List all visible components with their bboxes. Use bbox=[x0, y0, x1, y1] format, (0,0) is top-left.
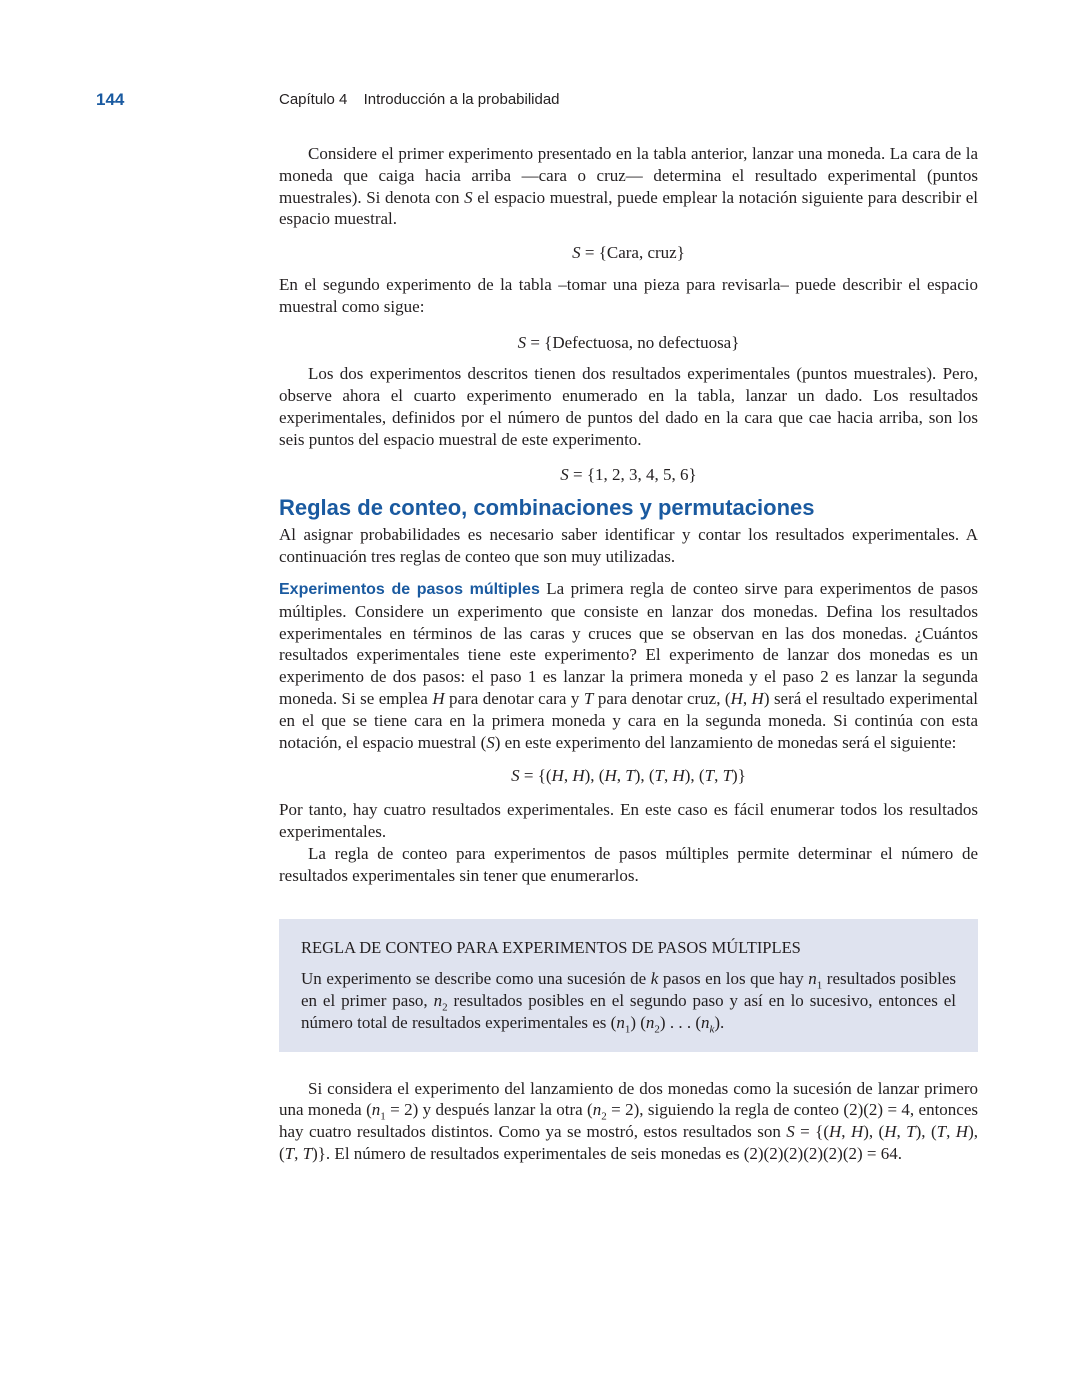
formula-two-coin-space: S = {(H, H), (H, T), (T, H), (T, T)} bbox=[511, 766, 746, 786]
page-number: 144 bbox=[96, 90, 125, 109]
rule-box-text: Un experimento se describe como una sucesión de k pasos en los que hay $n_1$ resultados posibles en el primer paso, $n_2$ resultados posibles en el segundo paso y así en lo sucesivo, entonces el número total de resultados experimentales es $(n_1)$ $(n_2)$ . . . $(n_k)$. bbox=[301, 969, 956, 1036]
paragraph-8: Si considera el experimento del lanzamiento de dos monedas como la sucesión de lanzar primero una moneda $(n_1 = 2)$ y después lanzar la otra $(n_2 = 2)$, siguiendo la regla de conteo (2)(2) = 4, entonces hay cuatro resultados distintos. Como ya se mostró, estos resultados son S = {(H, H), (H, T), (T, H), (T, T)}. El número de resultados experimentales de seis monedas es (2)(2)(2)(2)(2)(2) = 64. bbox=[279, 1078, 979, 1163]
rule-box-title: REGLA DE CONTEO PARA EXPERIMENTOS DE PASOS MÚLTIPLES bbox=[301, 938, 801, 958]
subheading-multistep: Experimentos de pasos múltiples bbox=[279, 580, 540, 598]
formula-coin-space: S = {Cara, cruz} bbox=[572, 243, 685, 263]
paragraph-6: Por tanto, hay cuatro resultados experimentales. En este caso es fácil enumerar todos los resultados experimentales. bbox=[279, 800, 978, 841]
main-content bbox=[279, 143, 978, 1165]
paragraph-4: Al asignar probabilidades es necesario saber identificar y contar los resultados experimentales. A continuación tres reglas de conteo que son muy utilizadas. bbox=[279, 525, 978, 567]
section-heading: Reglas de conteo, combinaciones y permutaciones bbox=[279, 495, 815, 521]
formula-die-space: S = {1, 2, 3, 4, 5, 6} bbox=[560, 464, 697, 484]
paragraph-5-text: La primera regla de conteo sirve para experimentos de pasos múltiples. Considere un experimento que consiste en lanzar dos monedas. Defina los resultados experimentales en términos de las caras y cruces que se observan en las dos monedas. ¿Cuántos resultados experimentales tiene este experimento? El experimento de lanzar dos monedas es un experimento de dos pasos: el paso 1 es lanzar la primera moneda y el paso 2 es lanzar la segunda moneda. Si se emplea H para denotar cara y T para denotar cruz, (H, H) será el resultado experimental en el que se tiene cara en la primera moneda y cara en la segunda moneda. Si continúa con esta notación, el espacio muestral (S) en este experimento del lanzamiento de monedas será el siguiente: bbox=[279, 578, 979, 752]
paragraph-3: Los dos experimentos descritos tienen dos resultados experimentales (puntos muestrales). Pero, observe ahora el cuarto experimento enumerado en la tabla, lanzar un dado. Los resultados experimentales, definidos por el número de puntos del dado en la cara que cae hacia arriba, son los seis puntos del espacio muestral de este experimento. bbox=[279, 364, 978, 449]
paragraph-5 bbox=[279, 578, 978, 753]
running-head bbox=[279, 91, 560, 108]
chapter-title: Introducción a la probabilidad bbox=[363, 91, 560, 108]
chapter-label: Capítulo 4 bbox=[279, 91, 348, 108]
paragraph-7: La regla de conteo para experimentos de pasos múltiples permite determinar el número de resultados experimentales sin tener que enumerarlos. bbox=[279, 843, 978, 885]
formula-part-space: S = {Defectuosa, no defectuosa} bbox=[517, 332, 740, 352]
rule-box bbox=[279, 919, 978, 1051]
paragraph-2: En el segundo experimento de la tabla –tomar una pieza para revisarla– puede describir el espacio muestral como sigue: bbox=[279, 274, 978, 316]
paragraph-1: Considere el primer experimento presentado en la tabla anterior, lanzar una moneda. La cara de la moneda que caiga hacia arriba —cara o cruz— determina el resultado experimental (puntos muestrales). Si denota con S el espacio muestral, puede emplear la notación siguiente para describir el espacio muestral. bbox=[279, 144, 979, 229]
